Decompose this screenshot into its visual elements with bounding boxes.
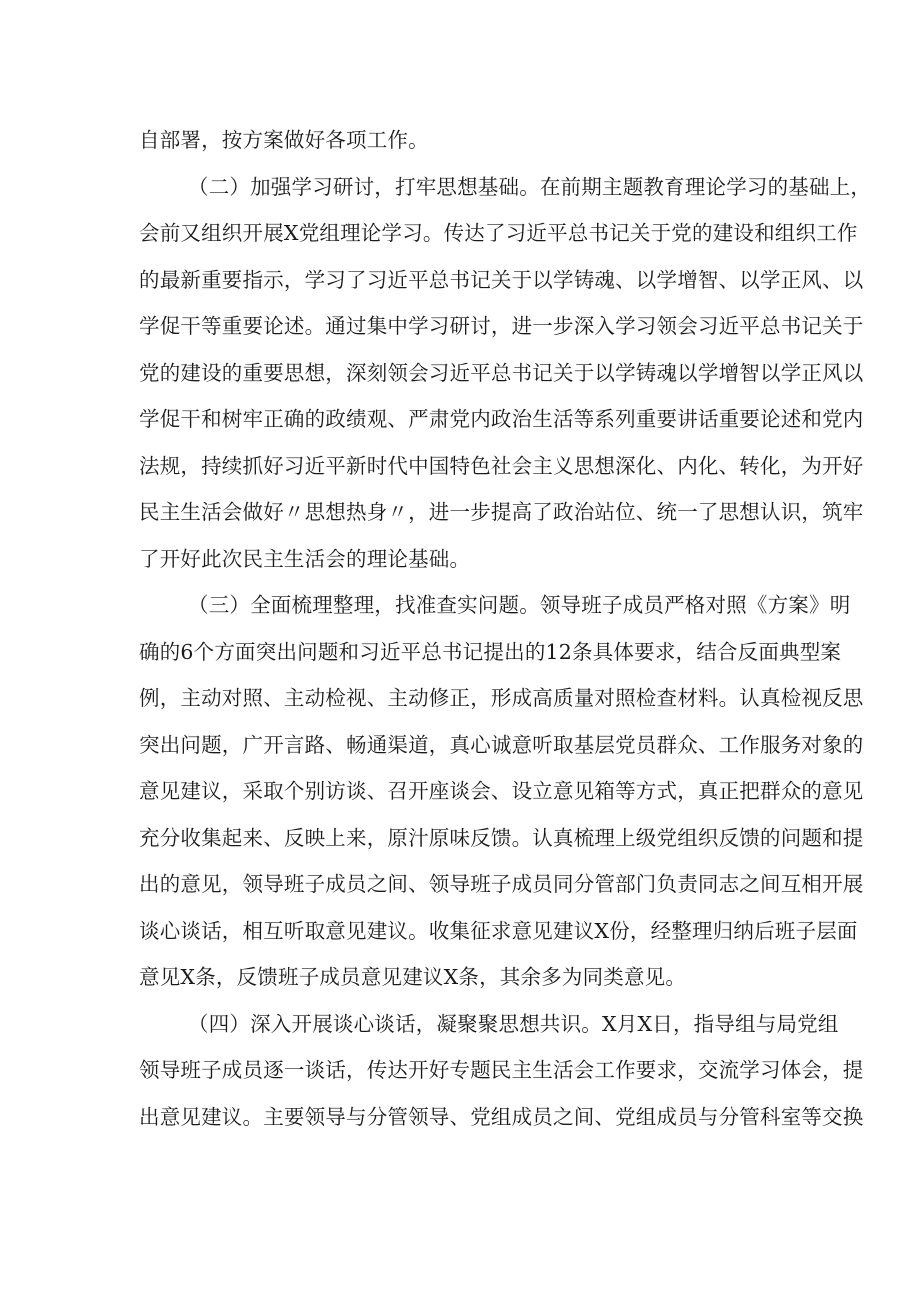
paragraph-1-line-1: 自部署，按方案做好各项工作。 bbox=[139, 128, 429, 152]
paragraph-3-line-4: 突出问题，广开言路、畅通渠道，真心诚意听取基层党员群众、工作服务对象的 bbox=[139, 733, 864, 757]
paragraph-3-line-7: 出的意见，领导班子成员之间、领导班子成员同分管部门负责同志之间互相开展 bbox=[139, 872, 864, 896]
paragraph-2-line-3: 的最新重要指示，学习了习近平总书记关于以学铸魂、以学增智、以学正风、以 bbox=[139, 268, 864, 292]
paragraph-3-line-5: 意见建议，采取个别访谈、召开座谈会、设立意见箱等方式，真正把群众的意见 bbox=[139, 779, 864, 803]
paragraph-3-line-9: 意见X条，反馈班子成员意见建议X条，其余多为同类意见。 bbox=[139, 965, 687, 989]
paragraph-3-heading-line: （三）全面梳理整理，找准查实问题。领导班子成员严格对照《方案》明 bbox=[188, 593, 851, 617]
paragraph-2-line-9: 了开好此次民主生活会的理论基础。 bbox=[139, 547, 471, 571]
paragraph-3-line-6: 充分收集起来、反映上来，原汁原味反馈。认真梳理上级党组织反馈的问题和提 bbox=[139, 826, 864, 850]
paragraph-2-line-5: 党的建设的重要思想，深刻领会习近平总书记关于以学铸魂以学增智以学正风以 bbox=[139, 361, 864, 385]
paragraph-2-line-4: 学促干等重要论述。通过集中学习研讨，进一步深入学习领会习近平总书记关于 bbox=[139, 314, 864, 338]
paragraph-4-line-2: 领导班子成员逐一谈话，传达开好专题民主生活会工作要求，交流学习体会，提 bbox=[139, 1058, 864, 1082]
paragraph-2-heading-line: （二）加强学习研讨，打牢思想基础。在前期主题教育理论学习的基础上， bbox=[188, 175, 872, 199]
paragraph-2-line-2: 会前又组织开展X党组理论学习。传达了习近平总书记关于党的建设和组织工作 bbox=[139, 221, 858, 245]
paragraph-2-line-7: 法规，持续抓好习近平新时代中国特色社会主义思想深化、内化、转化，为开好 bbox=[139, 454, 864, 478]
paragraph-3-line-2: 确的6个方面突出问题和习近平总书记提出的12条具体要求，结合反面典型案 bbox=[139, 640, 842, 664]
paragraph-3-line-8: 谈心谈话，相互听取意见建议。收集征求意见建议X份，经整理归纳后班子层面 bbox=[139, 919, 858, 943]
paragraph-2-line-8: 民主生活会做好〃思想热身〃，进一步提高了政治站位、统一了思想认识，筑牢 bbox=[139, 500, 864, 524]
paragraph-4-heading-line: （四）深入开展谈心谈话，凝聚聚思想共识。X月X日，指导组与局党组 bbox=[188, 1012, 839, 1036]
paragraph-3-line-3: 例，主动对照、主动检视、主动修正，形成高质量对照检查材料。认真检视反思 bbox=[139, 686, 864, 710]
paragraph-2-line-6: 学促干和树牢正确的政绩观、严肃党内政治生活等系列重要讲话重要论述和党内 bbox=[139, 407, 864, 431]
paragraph-4-line-3: 出意见建议。主要领导与分管领导、党组成员之间、党组成员与分管科室等交换 bbox=[139, 1105, 864, 1129]
